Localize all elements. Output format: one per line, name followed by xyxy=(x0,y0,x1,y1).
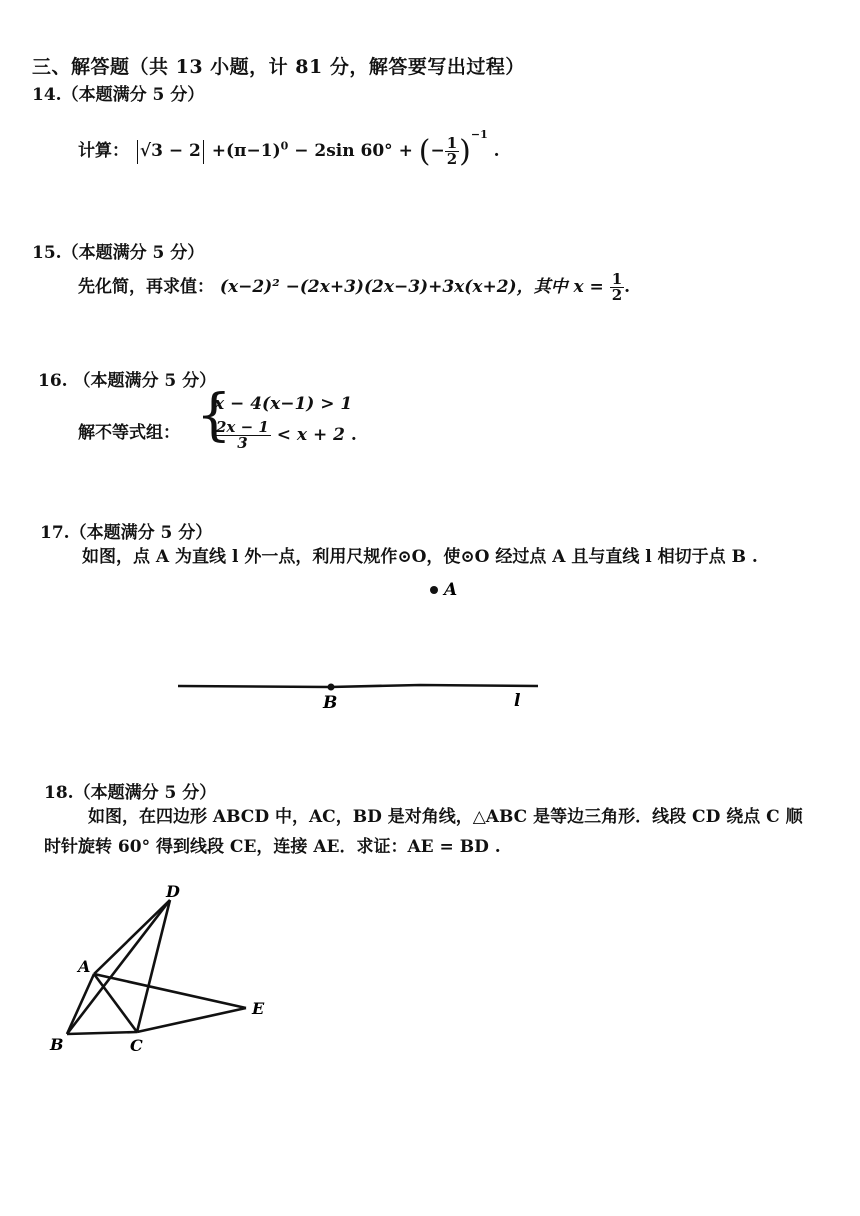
q16-line2-rest: < x + 2 xyxy=(276,425,345,445)
q14-expr-b: +(π−1) xyxy=(211,141,281,161)
q17-label-b: B xyxy=(323,693,338,713)
point-b-dot xyxy=(328,684,335,691)
q17-figure xyxy=(0,570,860,720)
q16-prefix: 解不等式组： xyxy=(78,423,180,443)
q14-heading: 14.（本题满分 5 分） xyxy=(32,85,205,105)
q16-end: . xyxy=(350,425,357,445)
q14-expr-d-exp: −1 xyxy=(470,128,488,141)
q14-frac-num: 1 xyxy=(446,134,458,152)
q14-expr-b-exp: 0 xyxy=(280,139,289,153)
segment-ce xyxy=(137,1008,246,1032)
q16-line2 xyxy=(214,420,357,451)
system-brace: { xyxy=(196,383,232,448)
q18-text-line1: 如图，在四边形 ABCD 中，AC，BD 是对角线，△ABC 是等边三角形．线段 CD 绕点 C 顺 xyxy=(88,807,803,827)
q15-x-num: 1 xyxy=(611,270,623,288)
q15-prefix: 先化简，再求值： xyxy=(78,277,214,297)
q16-line1: x − 4(x−1) > 1 xyxy=(214,394,353,414)
q14-problem: 计算： $√3 - 2 +(\pi-1)^0 - 2\sin$ 60° + (− $\frac{1}{2}$ )$^{-1}$ . xyxy=(78,128,500,169)
q14-frac-den: 2 xyxy=(446,150,458,168)
line-l xyxy=(178,685,538,687)
q16-line2-den: 3 xyxy=(237,434,248,452)
q17-text: 如图，点 A 为直线 l 外一点，利用尺规作⊙O，使⊙O 经过点 A 且与直线 l 相切于点 B . xyxy=(82,547,758,567)
q16-heading: 16. （本题满分 5 分） xyxy=(38,371,217,391)
segment-ad xyxy=(94,900,170,974)
q18-label-e: E xyxy=(252,999,265,1018)
q18-heading: 18.（本题满分 5 分） xyxy=(44,783,217,803)
section-title: 三、解答题（共 13 小题，计 81 分，解答要写出过程） xyxy=(32,56,525,78)
point-a-dot xyxy=(430,586,438,594)
q17-heading: 17.（本题满分 5 分） xyxy=(40,523,213,543)
q18-lines xyxy=(67,900,246,1034)
segment-bc xyxy=(67,1032,137,1034)
q17-label-a: A xyxy=(444,580,458,600)
q16-line2-num: 2x − 1 xyxy=(216,418,269,436)
q18-text-line2: 时针旋转 60° 得到线段 CE，连接 AE．求证：AE = BD . xyxy=(44,837,501,857)
q15-heading: 15.（本题满分 5 分） xyxy=(32,243,205,263)
q14-expr-a: √3 − 2 xyxy=(139,141,201,161)
q18-figure xyxy=(0,870,300,1070)
q14-expr-c: − 2sin 60° + xyxy=(294,141,419,161)
abs-right-bar xyxy=(203,140,204,164)
q15-expr: (x−2)² −(2x+3)(2x−3)+3x(x+2)，其中 x = xyxy=(219,277,604,297)
q18-label-c: C xyxy=(130,1036,143,1055)
q15-x-den: 2 xyxy=(611,286,623,304)
q14-prefix: 计算： xyxy=(78,141,129,161)
q18-label-d: D xyxy=(166,882,180,901)
q18-label-b: B xyxy=(50,1035,64,1054)
abs-left-bar xyxy=(137,140,138,164)
q15-end: . xyxy=(624,277,631,297)
q14-end: . xyxy=(493,141,500,161)
q18-label-a: A xyxy=(78,957,91,976)
q17-label-l: l xyxy=(514,691,521,711)
q15-problem xyxy=(78,272,630,303)
